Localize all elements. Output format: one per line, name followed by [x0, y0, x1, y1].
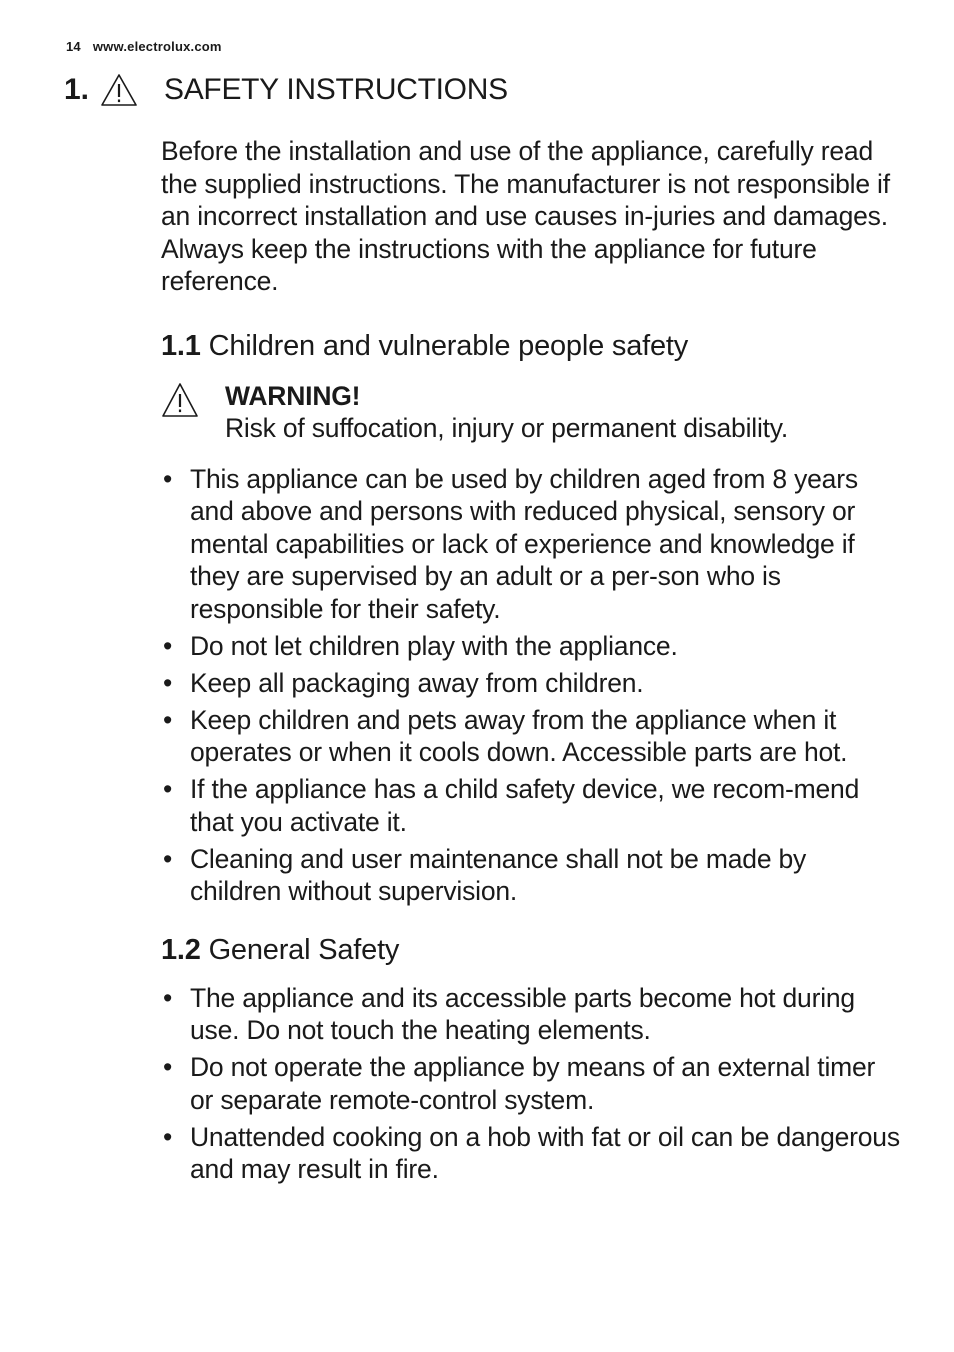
list-item-text: If the appliance has a child safety device, we recom-mend that you activate it.	[190, 774, 860, 837]
children-safety-list	[161, 463, 901, 908]
list-item	[161, 773, 901, 838]
page-number: 14	[66, 39, 81, 54]
section-number: 1.	[64, 73, 90, 106]
subsection-number: 1.1	[161, 329, 201, 362]
list-item	[161, 1121, 901, 1186]
bullet-icon: •	[163, 667, 173, 698]
bullet-icon: •	[163, 704, 173, 735]
list-item	[161, 1051, 901, 1116]
list-item-text: Unattended cooking on a hob with fat or oil can be dangerous and may result in fire.	[190, 1121, 900, 1184]
list-item	[161, 463, 901, 626]
subsection-number: 1.2	[161, 933, 201, 966]
bullet-icon: •	[163, 1121, 173, 1152]
list-item-text: The appliance and its accessible parts become hot during use. Do not touch the heating elements.	[190, 982, 855, 1045]
bullet-icon: •	[163, 982, 173, 1013]
page-header	[66, 39, 222, 54]
list-item-text: Keep children and pets away from the appliance when it operates or when it cools down. Accessible parts are hot.	[190, 704, 848, 767]
subsection-title: General Safety	[208, 933, 400, 966]
bullet-icon: •	[163, 630, 173, 661]
section-title: SAFETY INSTRUCTIONS	[164, 73, 508, 106]
general-safety-list	[161, 982, 901, 1186]
warning-triangle-icon	[100, 73, 138, 107]
subsection-heading-children	[161, 326, 901, 366]
subsection-title: Children and vulnerable people safety	[208, 329, 689, 362]
list-item-text: Keep all packaging away from children.	[190, 667, 644, 698]
bullet-icon: •	[163, 1052, 173, 1082]
bullet-icon: •	[163, 463, 173, 494]
warning-text: Risk of suffocation, injury or permanent disability.	[225, 413, 789, 443]
list-item-text: Cleaning and user maintenance shall not be made by children without supervision.	[190, 843, 807, 906]
page-content	[161, 135, 901, 1190]
general-safety-section	[161, 930, 901, 1186]
list-item	[161, 982, 901, 1047]
warning-title: WARNING!	[225, 380, 361, 411]
list-item	[161, 630, 901, 663]
section-heading	[64, 70, 508, 110]
bullet-icon: •	[163, 843, 173, 874]
list-item-text: Do not let children play with the appliance.	[190, 630, 678, 661]
warning-box	[161, 380, 901, 445]
list-item	[161, 667, 901, 700]
subsection-heading-general	[161, 930, 901, 970]
list-item	[161, 704, 901, 769]
warning-triangle-icon	[161, 382, 199, 418]
list-item-text: Do not operate the appliance by means of an external timer or separate remote-control system.	[190, 1052, 876, 1115]
bullet-icon: •	[163, 774, 173, 804]
list-item-text: This appliance can be used by children aged from 8 years and above and persons with reduced physical, sensory or mental capabilities or lack of experience and knowledge if they are supervised by an adult or a per-son who is responsible for their safety.	[190, 463, 858, 624]
list-item	[161, 843, 901, 908]
website-link[interactable]: www.electrolux.com	[92, 39, 222, 54]
intro-paragraph: Before the installation and use of the appliance, carefully read the supplied instructions. The manufacturer is not responsible if an incorrect installation and use causes in-juries and damages. Always keep the instructions with the appliance for future reference.	[161, 136, 890, 296]
